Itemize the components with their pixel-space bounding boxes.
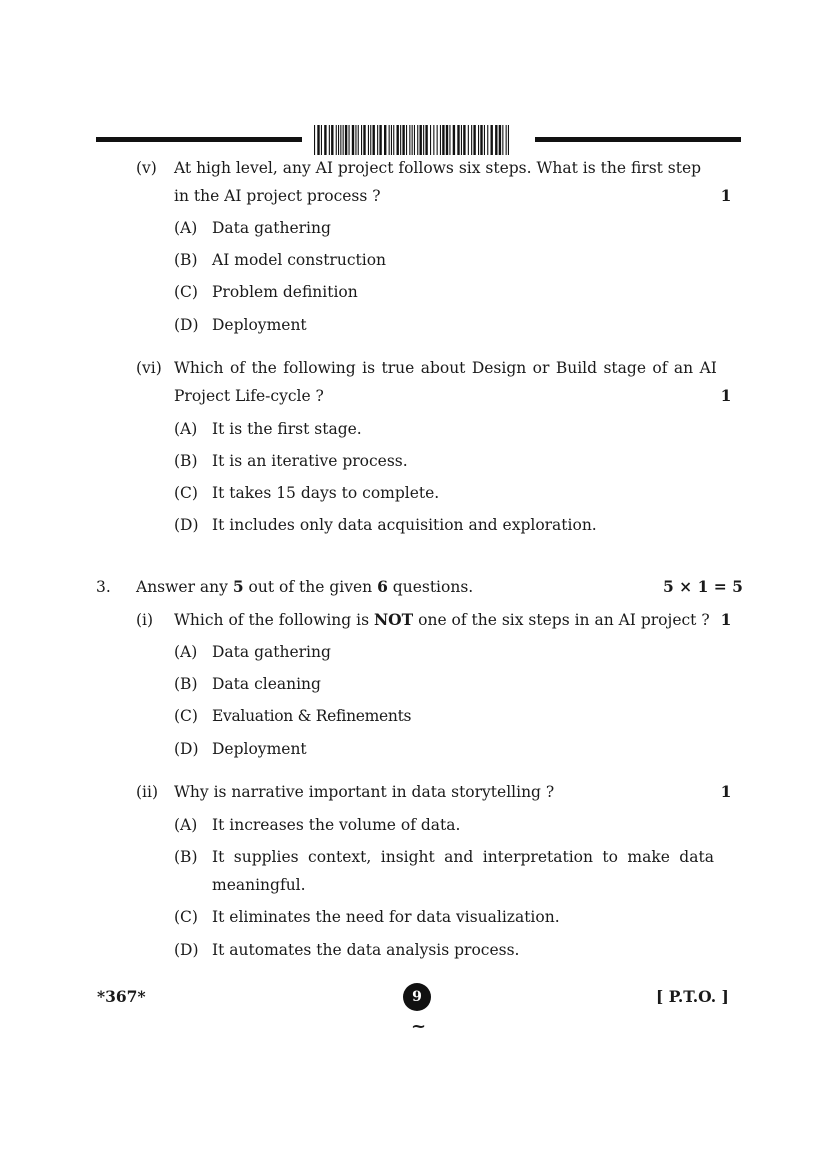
question-number: (vi) bbox=[136, 359, 162, 377]
option-text: It takes 15 days to complete. bbox=[212, 484, 440, 502]
option-text: Data cleaning bbox=[212, 675, 321, 693]
question-number: (i) bbox=[136, 611, 154, 629]
option-label: (A) bbox=[174, 420, 198, 438]
option-label: (B) bbox=[174, 452, 198, 470]
option-text: It is the first stage. bbox=[212, 420, 362, 438]
question-number: 3. bbox=[96, 578, 111, 596]
option-label: (A) bbox=[174, 816, 198, 834]
option-label: (B) bbox=[174, 251, 198, 269]
header-rule-left bbox=[96, 137, 302, 142]
option-label: (A) bbox=[174, 643, 198, 661]
option-text: Problem definition bbox=[212, 283, 358, 301]
option-text: Deployment bbox=[212, 316, 307, 334]
header-rule-right bbox=[535, 137, 741, 142]
question-number: (ii) bbox=[136, 783, 159, 801]
question-marks: 1 bbox=[720, 186, 732, 205]
option-text: It automates the data analysis process. bbox=[212, 941, 520, 959]
option-label: (B) bbox=[174, 848, 198, 866]
option-label: (C) bbox=[174, 707, 198, 725]
question-number: (v) bbox=[136, 159, 157, 177]
question-text-continued: in the AI project process ? bbox=[174, 187, 381, 205]
option-text: It increases the volume of data. bbox=[212, 816, 461, 834]
page-tilde: ~ bbox=[411, 1016, 427, 1037]
option-label: (C) bbox=[174, 283, 198, 301]
question-text: Why is narrative important in data storytelling ? bbox=[174, 783, 555, 801]
option-text: AI model construction bbox=[212, 251, 387, 269]
option-label: (C) bbox=[174, 908, 198, 926]
section-marks: 5 × 1 = 5 bbox=[663, 577, 743, 596]
option-text: Deployment bbox=[212, 740, 307, 758]
option-label: (D) bbox=[174, 516, 199, 534]
option-label: (A) bbox=[174, 219, 198, 237]
question-marks: 1 bbox=[720, 782, 732, 801]
pto-label: [ P.T.O. ] bbox=[656, 987, 729, 1006]
page-number: 9 bbox=[403, 983, 431, 1011]
option-label: (C) bbox=[174, 484, 198, 502]
option-label: (D) bbox=[174, 316, 199, 334]
question-marks: 1 bbox=[720, 386, 732, 405]
option-text: It includes only data acquisition and exploration. bbox=[212, 516, 597, 534]
question-text-continued: Project Life-cycle ? bbox=[174, 387, 324, 405]
question-instruction: Answer any 5 out of the given 6 questions. bbox=[136, 577, 474, 596]
option-text: It eliminates the need for data visualization. bbox=[212, 908, 560, 926]
option-text: Evaluation & Refinements bbox=[212, 707, 412, 725]
question-text: Which of the following is true about Design or Build stage of an AI bbox=[174, 359, 717, 377]
option-text: It supplies context, insight and interpretation to make data bbox=[212, 848, 714, 866]
option-label: (D) bbox=[174, 941, 199, 959]
option-text: Data gathering bbox=[212, 219, 331, 237]
option-label: (D) bbox=[174, 740, 199, 758]
question-text: Which of the following is NOT one of the six steps in an AI project ? bbox=[174, 610, 710, 629]
option-text: Data gathering bbox=[212, 643, 331, 661]
option-label: (B) bbox=[174, 675, 198, 693]
paper-code: *367* bbox=[97, 987, 146, 1006]
question-text: At high level, any AI project follows six steps. What is the first step bbox=[174, 159, 702, 177]
barcode-image bbox=[314, 125, 512, 155]
question-marks: 1 bbox=[720, 610, 732, 629]
option-text: It is an iterative process. bbox=[212, 452, 408, 470]
option-text-continued: meaningful. bbox=[212, 876, 306, 894]
